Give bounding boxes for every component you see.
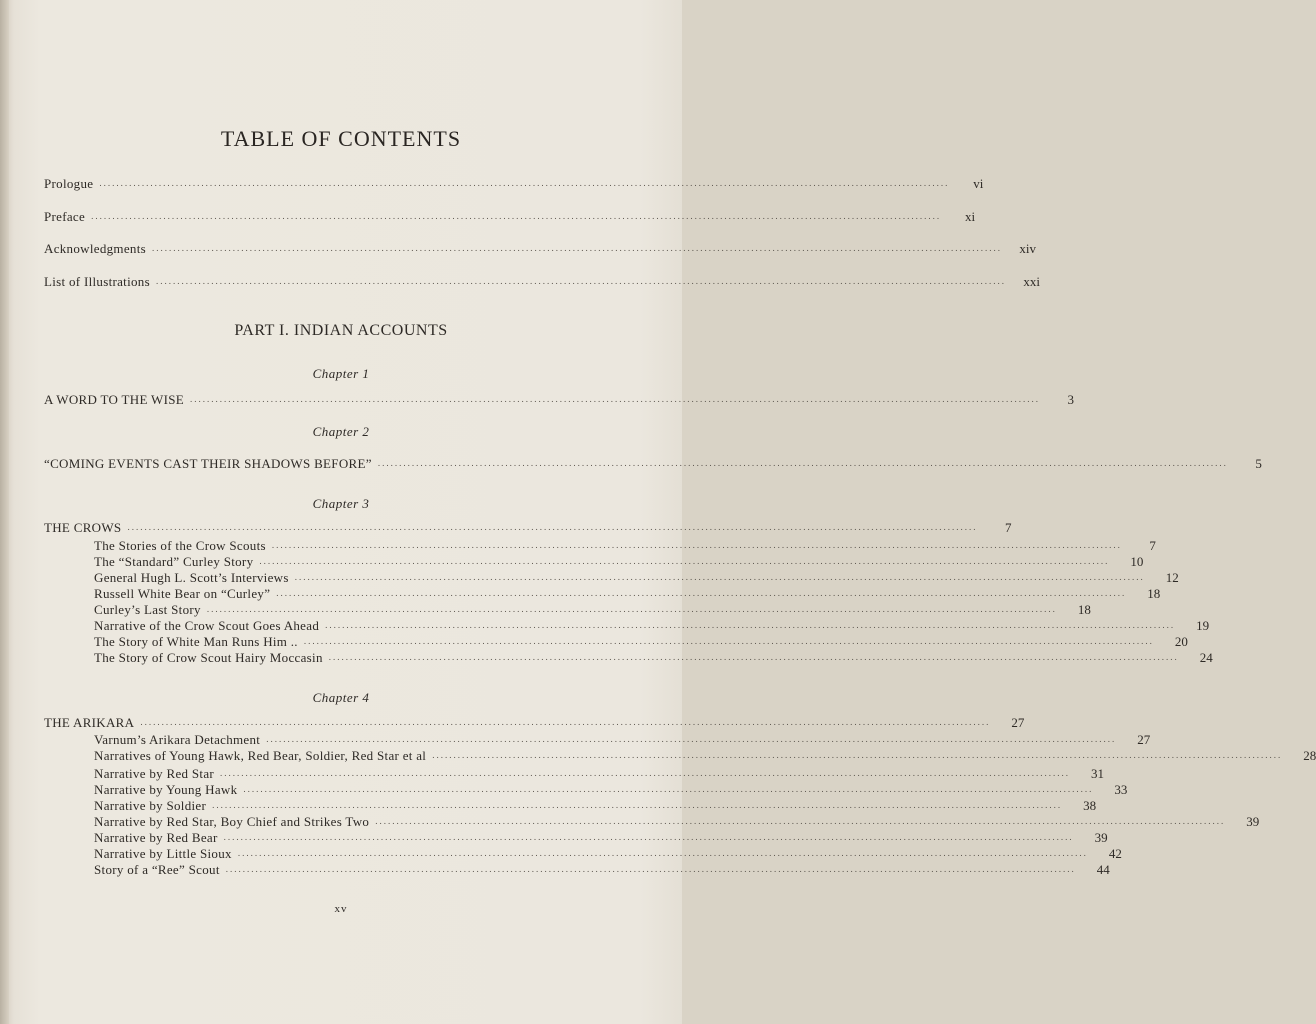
toc-entry-page: 19 xyxy=(1196,618,1210,633)
toc-entry-label: Narrative by Young Hawk xyxy=(94,782,238,797)
toc-entry-label: “COMING EVENTS CAST THEIR SHADOWS BEFORE” xyxy=(44,456,372,471)
dot-leader: ........................................................................................................................................................................................................ xyxy=(294,572,1145,582)
toc-sub-entry xyxy=(94,859,1110,877)
toc-entry-page: xiv xyxy=(1019,241,1036,256)
dot-leader: ........................................................................................................................................................................................................ xyxy=(91,211,942,221)
toc-entry xyxy=(44,238,1036,256)
toc-entry-page: 24 xyxy=(1199,650,1213,665)
toc-entry-label: Narrative by Soldier xyxy=(94,798,207,813)
toc-entry-page: vi xyxy=(973,176,984,191)
dot-leader: ........................................................................................................................................................................................................ xyxy=(99,178,950,188)
dot-leader: ........................................................................................................................................................................................................ xyxy=(243,784,1094,794)
toc-entry-label: The “Standard” Curley Story xyxy=(94,554,254,569)
dot-leader: ........................................................................................................................................................................................................ xyxy=(259,556,1110,566)
toc-entry-page: 3 xyxy=(1067,392,1074,407)
toc-entry-page: 39 xyxy=(1094,830,1108,845)
toc-entry-label: Acknowledgments xyxy=(44,241,146,256)
toc-entry-page: 39 xyxy=(1246,814,1260,829)
toc-entry-page: xi xyxy=(964,209,976,224)
dot-leader: ........................................................................................................................................................................................................ xyxy=(266,734,1117,744)
toc-entry-label: Narratives of Young Hawk, Red Bear, Soldier, Red Star et al xyxy=(94,748,427,763)
toc-entry-label: Narrative by Red Star xyxy=(94,766,215,781)
toc-entry-page: 44 xyxy=(1096,862,1110,877)
dot-leader: ........................................................................................................................................................................................................ xyxy=(212,800,1063,810)
dot-leader: ........................................................................................................................................................................................................ xyxy=(375,816,1226,826)
toc-entry-page: 18 xyxy=(1077,602,1091,617)
chapter-entry xyxy=(44,453,1262,471)
toc-entry-page: 18 xyxy=(1147,586,1161,601)
toc-entry-page: 28 xyxy=(1303,748,1316,763)
chapter-heading: Chapter 4 xyxy=(312,690,370,705)
toc-entry-page: 31 xyxy=(1091,766,1105,781)
dot-leader: ........................................................................................................................................................................................................ xyxy=(225,864,1076,874)
toc-entry-page: 5 xyxy=(1255,456,1262,471)
toc-entry-label: Varnum’s Arikara Detachment xyxy=(94,732,261,747)
dot-leader: ........................................................................................................................................................................................................ xyxy=(155,276,1006,286)
chapter-heading: Chapter 2 xyxy=(312,424,370,439)
toc-entry-label: THE CROWS xyxy=(44,520,122,535)
dot-leader: ........................................................................................................................................................................................................ xyxy=(223,832,1074,842)
dot-leader: ........................................................................................................................................................................................................ xyxy=(220,768,1071,778)
toc-entry-label: The Story of Crow Scout Hairy Moccasin xyxy=(94,650,323,665)
dot-leader: ........................................................................................................................................................................................................ xyxy=(377,458,1228,468)
chapter-entry xyxy=(44,712,1025,730)
page-gutter xyxy=(0,0,9,1024)
part-heading: PART I. INDIAN ACCOUNTS xyxy=(234,322,448,339)
toc-entry-label: Curley’s Last Story xyxy=(94,602,201,617)
toc-entry-label: THE ARIKARA xyxy=(44,715,135,730)
toc-entry-page: 27 xyxy=(1137,732,1151,747)
chapter-heading: Chapter 3 xyxy=(312,496,370,511)
toc-entry-page: 10 xyxy=(1130,554,1144,569)
dot-leader: ........................................................................................................................................................................................................ xyxy=(140,717,991,727)
toc-entry xyxy=(44,206,976,224)
dot-leader: ........................................................................................................................................................................................................ xyxy=(206,604,1057,614)
toc-entry-label: The Story of White Man Runs Him .. xyxy=(94,634,298,649)
toc-sub-entry xyxy=(94,745,1316,763)
toc-entry-label: Narrative by Little Sioux xyxy=(94,846,232,861)
toc-entry-page: 7 xyxy=(1149,538,1156,553)
toc-entry-page: 20 xyxy=(1174,634,1188,649)
dot-leader: ........................................................................................................................................................................................................ xyxy=(328,652,1179,662)
toc-entry-page: xxi xyxy=(1023,274,1040,289)
toc-entry-label: Narrative by Red Star, Boy Chief and Strikes Two xyxy=(94,814,370,829)
chapter-entry xyxy=(44,389,1074,407)
toc-entry-label: The Stories of the Crow Scouts xyxy=(94,538,266,553)
dot-leader: ........................................................................................................................................................................................................ xyxy=(432,750,1283,760)
toc-entry-page: 7 xyxy=(1004,520,1012,535)
page-title: TABLE OF CONTENTS xyxy=(220,126,462,151)
toc-entry-label: Narrative by Red Bear xyxy=(94,830,218,845)
dot-leader: ........................................................................................................................................................................................................ xyxy=(325,620,1176,630)
dot-leader: ........................................................................................................................................................................................................ xyxy=(271,540,1122,550)
chapter-entry xyxy=(44,517,1012,535)
dot-leader: ........................................................................................................................................................................................................ xyxy=(127,522,978,532)
toc-entry-page: 12 xyxy=(1165,570,1179,585)
toc-entry-label: Narrative of the Crow Scout Goes Ahead xyxy=(94,618,320,633)
dot-leader: ........................................................................................................................................................................................................ xyxy=(276,588,1127,598)
dot-leader: ........................................................................................................................................................................................................ xyxy=(189,394,1040,404)
toc-entry-label: Story of a “Ree” Scout xyxy=(94,862,220,877)
toc-entry-label: General Hugh L. Scott’s Interviews xyxy=(94,570,289,585)
toc-entry-page: 38 xyxy=(1083,798,1097,813)
toc-entry xyxy=(44,271,1040,289)
toc-entry-page: 42 xyxy=(1108,846,1122,861)
toc-entry xyxy=(44,173,984,191)
toc-entry-label: List of Illustrations xyxy=(44,274,150,289)
toc-sub-entry xyxy=(94,647,1213,665)
toc-entry-label: Russell White Bear on “Curley” xyxy=(94,586,271,601)
dot-leader: ........................................................................................................................................................................................................ xyxy=(237,848,1088,858)
toc-entry-page: 27 xyxy=(1011,715,1025,730)
page-number: xv xyxy=(334,903,348,915)
chapter-heading: Chapter 1 xyxy=(312,366,370,381)
dot-leader: ........................................................................................................................................................................................................ xyxy=(151,243,1002,253)
toc-entry-page: 33 xyxy=(1114,782,1128,797)
dot-leader: ........................................................................................................................................................................................................ xyxy=(303,636,1154,646)
toc-entry-label: Prologue xyxy=(44,176,94,191)
toc-entry-label: A WORD TO THE WISE xyxy=(44,392,184,407)
toc-entry-label: Preface xyxy=(44,209,86,224)
